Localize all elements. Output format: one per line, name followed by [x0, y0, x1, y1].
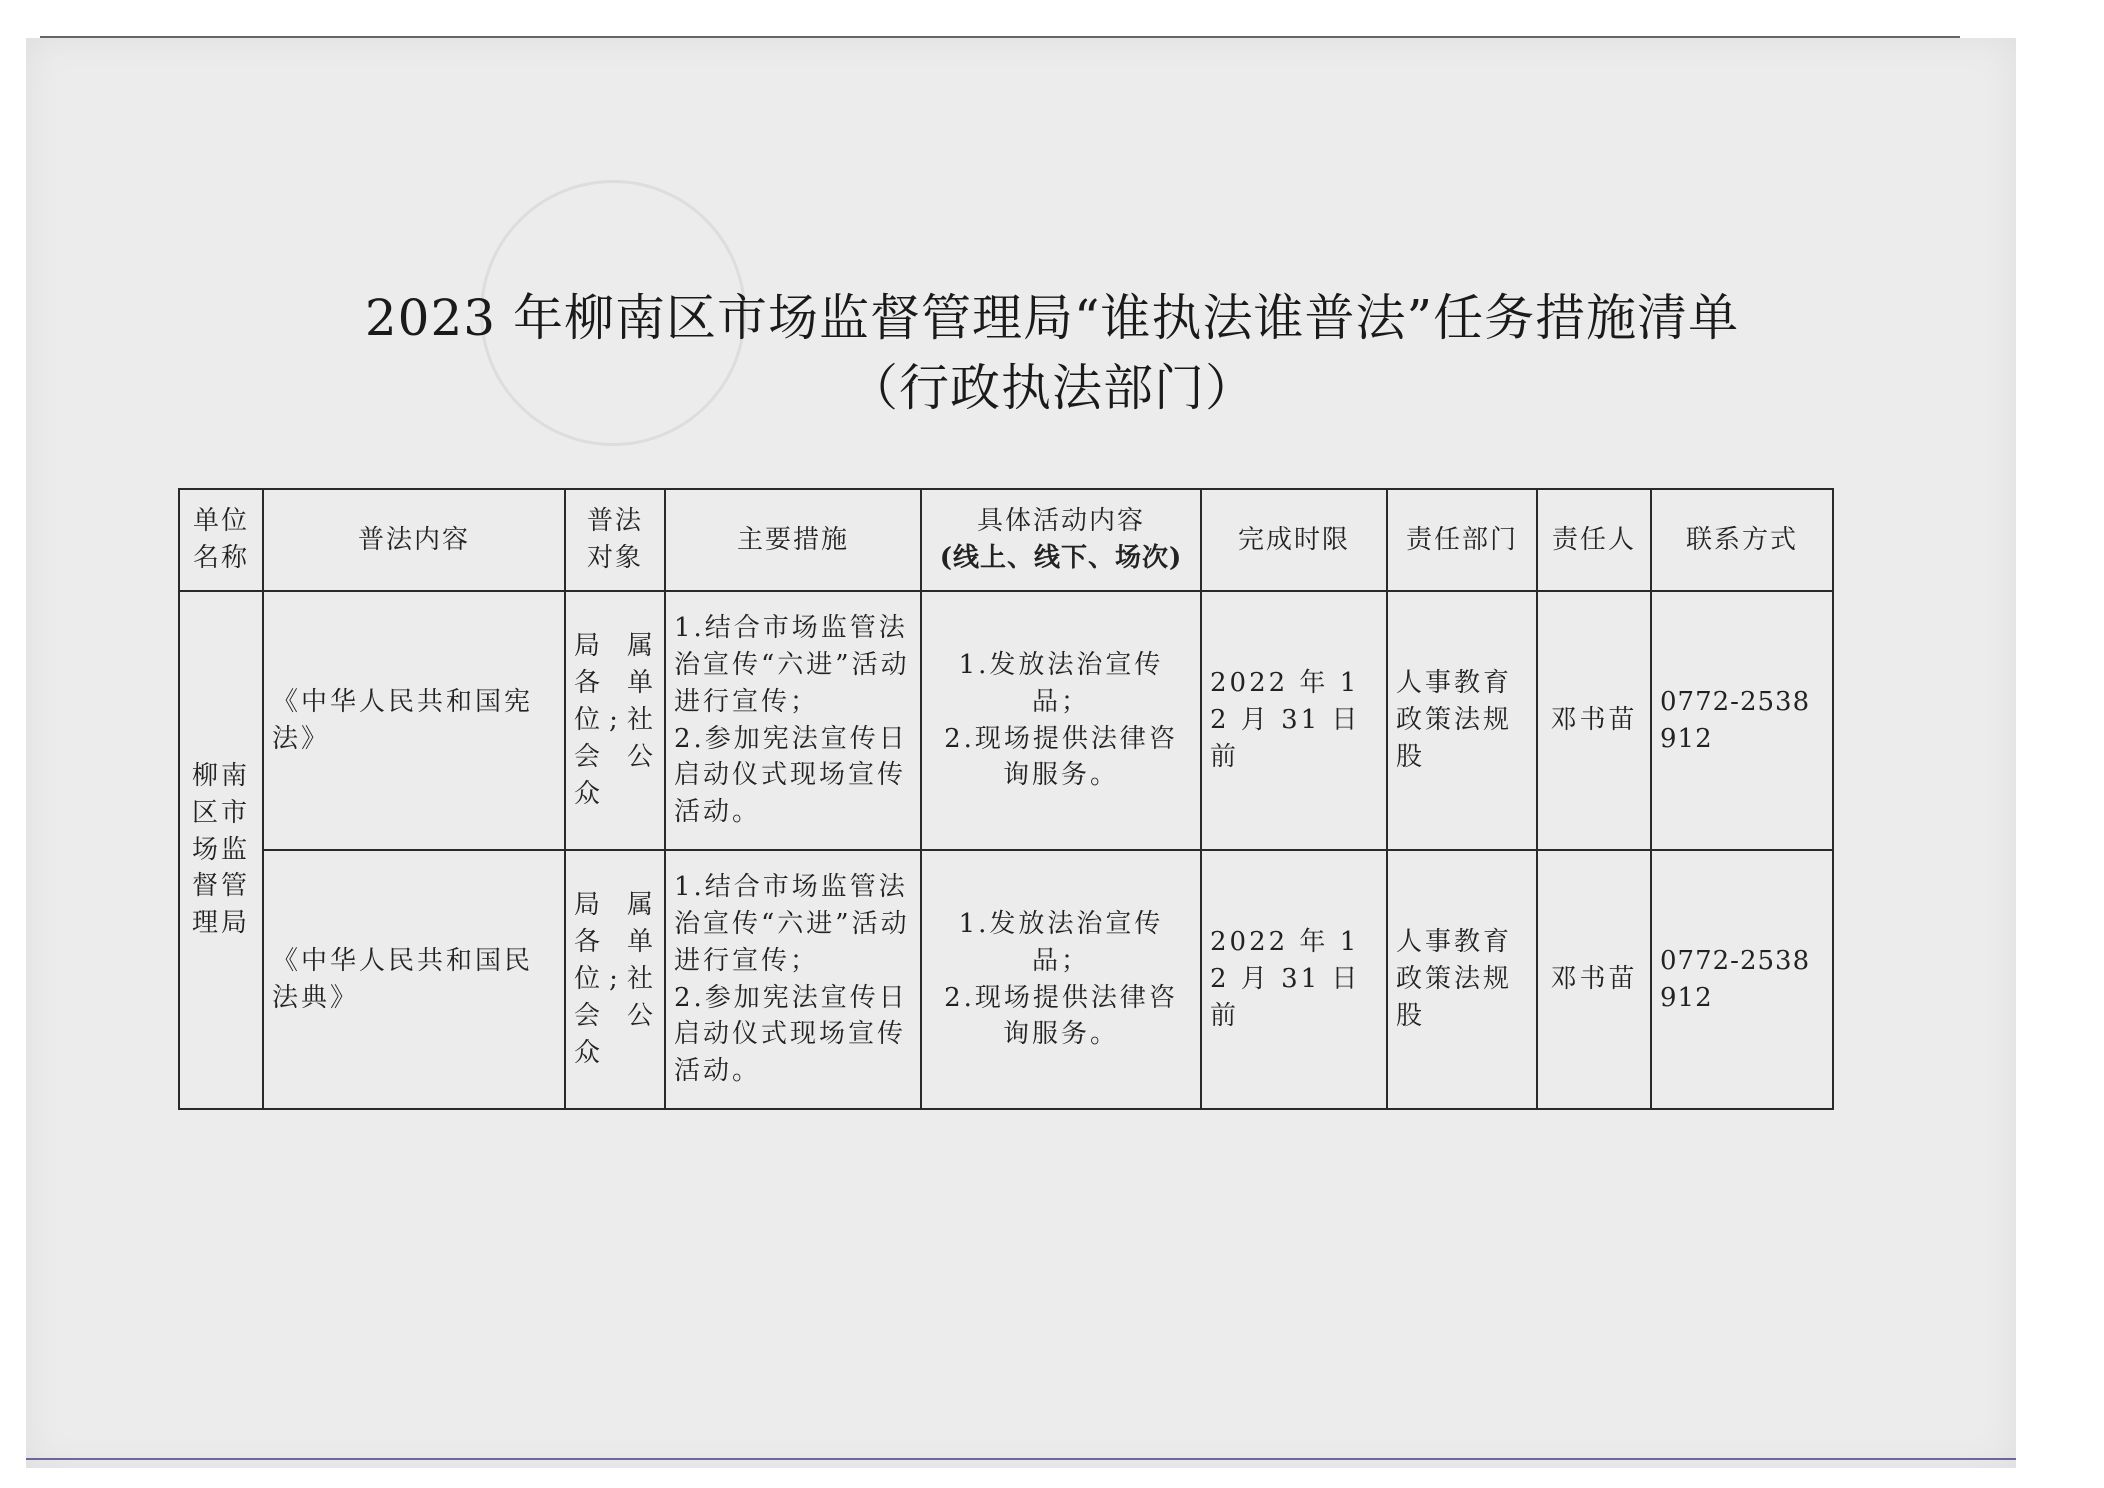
measure-item: 1.结合市场监管法治宣传“六进”活动进行宣传； — [674, 612, 910, 717]
header-measures: 主要措施 — [665, 489, 921, 591]
header-activities-line1: 具体活动内容 — [976, 506, 1145, 537]
measures-cell — [665, 591, 921, 850]
activity-item: 2.现场提供法律咨询服务。 — [944, 982, 1178, 1050]
deadline-cell: 2022 年 12 月 31 日前 — [1201, 850, 1387, 1109]
activities-cell — [921, 850, 1201, 1109]
content-cell: 《中华人民共和国宪法》 — [263, 591, 565, 850]
header-activities — [921, 489, 1201, 591]
header-activities-line2: (线上、线下、场次) — [939, 543, 1183, 573]
table-header-row — [179, 489, 1833, 591]
task-measures-table — [178, 488, 1834, 1110]
table-row — [179, 850, 1833, 1109]
activity-item: 1.发放法治宣传品； — [958, 908, 1164, 976]
department-cell: 人事教育政策法规股 — [1387, 591, 1537, 850]
activity-item: 2.现场提供法律咨询服务。 — [944, 723, 1178, 791]
contact-cell: 0772-2538912 — [1651, 591, 1833, 850]
header-content: 普法内容 — [263, 489, 565, 591]
page-top-edge — [40, 36, 1960, 38]
header-target: 普法对象 — [565, 489, 665, 591]
activity-item: 1.发放法治宣传品； — [958, 649, 1164, 717]
document-title: 2023 年柳南区市场监督管理局“谁执法谁普法”任务措施清单 — [364, 289, 1740, 347]
measure-item: 1.结合市场监管法治宣传“六进”活动进行宣传； — [674, 871, 910, 976]
contact-cell: 0772-2538912 — [1651, 850, 1833, 1109]
person-cell: 邓书苗 — [1537, 850, 1651, 1109]
measures-cell — [665, 850, 921, 1109]
unit-name-cell: 柳南区市场监督管理局 — [179, 591, 263, 1109]
department-cell: 人事教育政策法规股 — [1387, 850, 1537, 1109]
measure-item: 2.参加宪法宣传日启动仪式现场宣传活动。 — [674, 723, 908, 828]
person-cell: 邓书苗 — [1537, 591, 1651, 850]
deadline-cell: 2022 年 12 月 31 日前 — [1201, 591, 1387, 850]
target-cell: 局属各单位;社会公众 — [565, 850, 665, 1109]
header-department: 责任部门 — [1387, 489, 1537, 591]
activities-cell — [921, 591, 1201, 850]
header-contact: 联系方式 — [1651, 489, 1833, 591]
target-cell: 局属各单位;社会公众 — [565, 591, 665, 850]
document-subtitle: （行政执法部门） — [848, 359, 1256, 417]
content-cell: 《中华人民共和国民法典》 — [263, 850, 565, 1109]
header-deadline: 完成时限 — [1201, 489, 1387, 591]
header-person: 责任人 — [1537, 489, 1651, 591]
header-unit-name: 单位名称 — [179, 489, 263, 591]
page-bottom-edge — [26, 1458, 2016, 1460]
measure-item: 2.参加宪法宣传日启动仪式现场宣传活动。 — [674, 982, 908, 1087]
table-row — [179, 591, 1833, 850]
